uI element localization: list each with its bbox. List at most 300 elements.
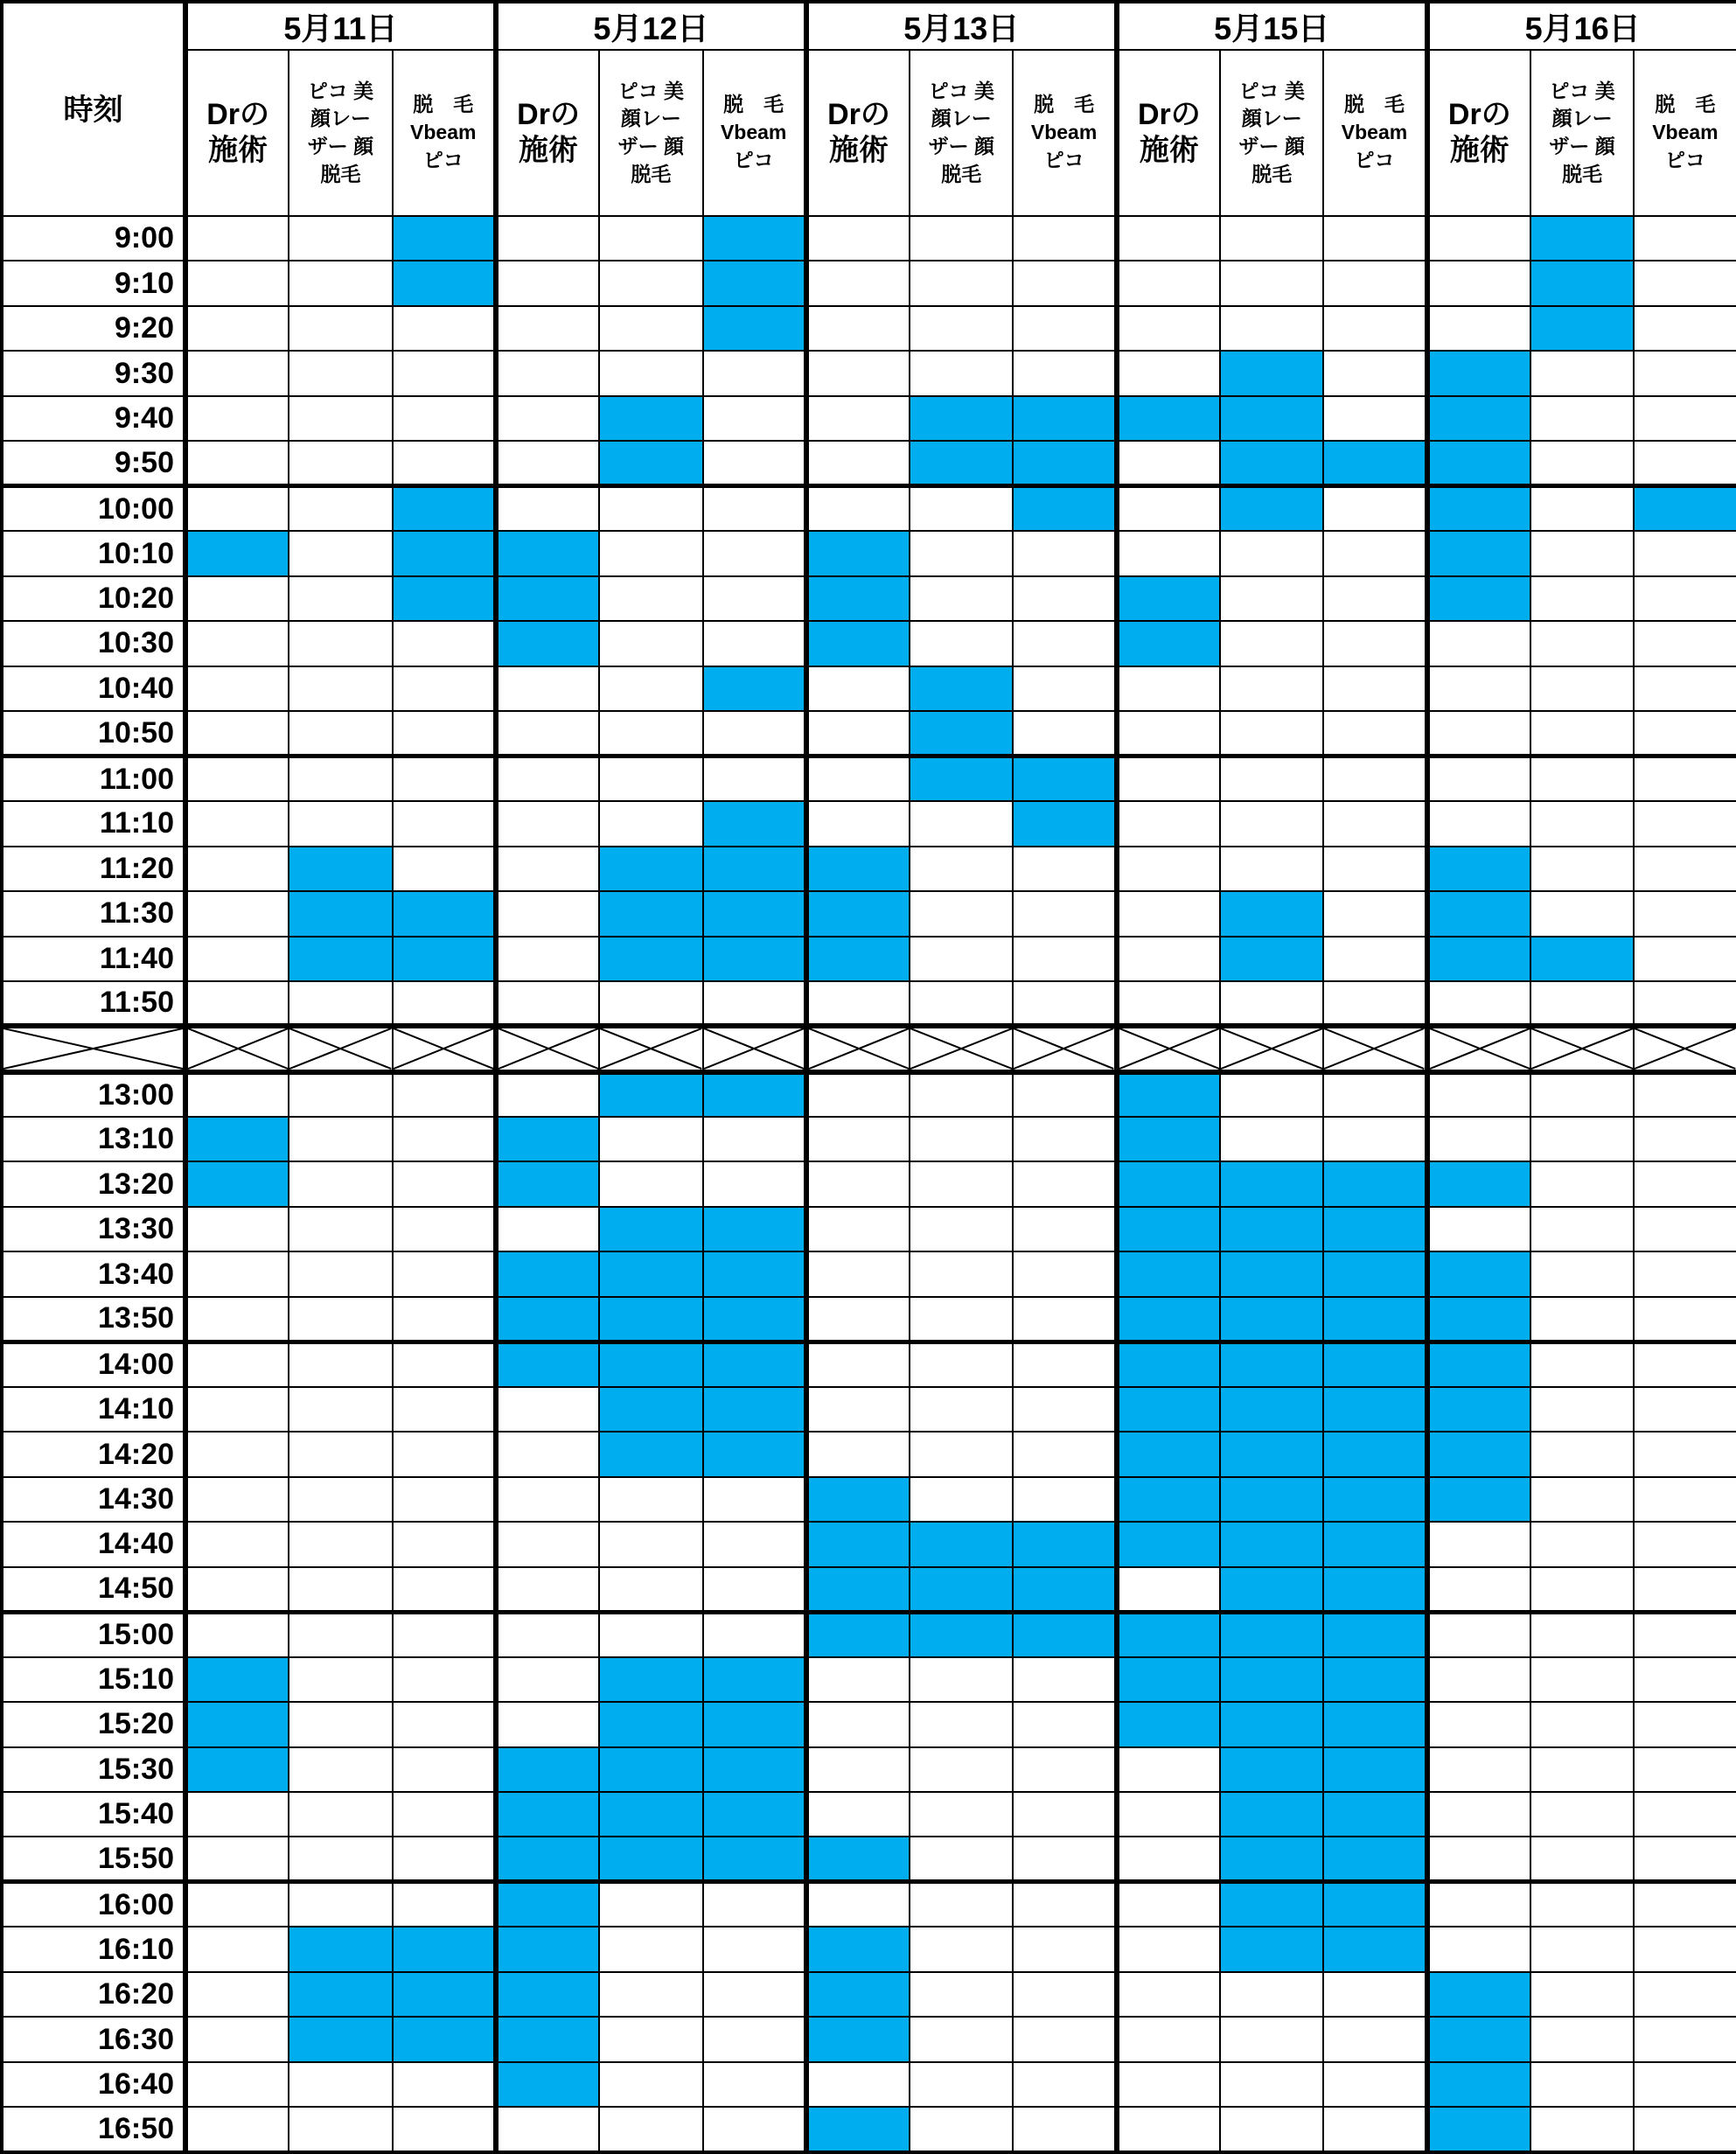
open-slot-cell[interactable] <box>185 1837 289 1881</box>
booked-slot-cell[interactable] <box>393 531 496 575</box>
open-slot-cell[interactable] <box>1220 981 1323 1026</box>
open-slot-cell[interactable] <box>599 2017 702 2061</box>
open-slot-cell[interactable] <box>289 441 392 485</box>
open-slot-cell[interactable] <box>496 1657 599 1702</box>
booked-slot-cell[interactable] <box>1427 576 1530 621</box>
open-slot-cell[interactable] <box>185 1387 289 1432</box>
open-slot-cell[interactable] <box>1323 847 1426 891</box>
open-slot-cell[interactable] <box>185 216 289 261</box>
open-slot-cell[interactable] <box>496 1387 599 1432</box>
open-slot-cell[interactable] <box>910 1297 1013 1342</box>
booked-slot-cell[interactable] <box>806 937 910 981</box>
open-slot-cell[interactable] <box>1220 531 1323 575</box>
open-slot-cell[interactable] <box>289 2062 392 2107</box>
open-slot-cell[interactable] <box>1530 1567 1634 1612</box>
open-slot-cell[interactable] <box>393 756 496 801</box>
open-slot-cell[interactable] <box>1323 2107 1426 2152</box>
booked-slot-cell[interactable] <box>599 1432 702 1476</box>
open-slot-cell[interactable] <box>1220 666 1323 711</box>
open-slot-cell[interactable] <box>1530 891 1634 936</box>
open-slot-cell[interactable] <box>393 981 496 1026</box>
open-slot-cell[interactable] <box>1530 1837 1634 1881</box>
open-slot-cell[interactable] <box>1634 937 1736 981</box>
open-slot-cell[interactable] <box>1634 1161 1736 1206</box>
open-slot-cell[interactable] <box>393 1072 496 1117</box>
booked-slot-cell[interactable] <box>703 1251 806 1296</box>
booked-slot-cell[interactable] <box>1220 1342 1323 1386</box>
open-slot-cell[interactable] <box>1634 1207 1736 1251</box>
booked-slot-cell[interactable] <box>1220 1792 1323 1837</box>
booked-slot-cell[interactable] <box>599 1792 702 1837</box>
open-slot-cell[interactable] <box>1013 2062 1116 2107</box>
open-slot-cell[interactable] <box>393 711 496 756</box>
booked-slot-cell[interactable] <box>806 2017 910 2061</box>
open-slot-cell[interactable] <box>185 1522 289 1566</box>
open-slot-cell[interactable] <box>1323 531 1426 575</box>
booked-slot-cell[interactable] <box>289 847 392 891</box>
open-slot-cell[interactable] <box>496 486 599 531</box>
open-slot-cell[interactable] <box>703 1477 806 1522</box>
booked-slot-cell[interactable] <box>703 1747 806 1792</box>
open-slot-cell[interactable] <box>185 351 289 395</box>
booked-slot-cell[interactable] <box>1220 1882 1323 1927</box>
open-slot-cell[interactable] <box>1530 1612 1634 1656</box>
open-slot-cell[interactable] <box>1013 306 1116 351</box>
booked-slot-cell[interactable] <box>393 486 496 531</box>
open-slot-cell[interactable] <box>1323 306 1426 351</box>
open-slot-cell[interactable] <box>599 981 702 1026</box>
open-slot-cell[interactable] <box>1427 1072 1530 1117</box>
open-slot-cell[interactable] <box>1530 1657 1634 1702</box>
booked-slot-cell[interactable] <box>496 1251 599 1296</box>
open-slot-cell[interactable] <box>1530 1207 1634 1251</box>
booked-slot-cell[interactable] <box>1220 1567 1323 1612</box>
open-slot-cell[interactable] <box>1634 756 1736 801</box>
booked-slot-cell[interactable] <box>1323 1927 1426 1971</box>
open-slot-cell[interactable] <box>910 531 1013 575</box>
open-slot-cell[interactable] <box>289 1747 392 1792</box>
open-slot-cell[interactable] <box>1530 1882 1634 1927</box>
open-slot-cell[interactable] <box>1013 1117 1116 1161</box>
open-slot-cell[interactable] <box>910 2017 1013 2061</box>
open-slot-cell[interactable] <box>1634 1792 1736 1837</box>
open-slot-cell[interactable] <box>1530 621 1634 666</box>
open-slot-cell[interactable] <box>1013 847 1116 891</box>
open-slot-cell[interactable] <box>289 486 392 531</box>
open-slot-cell[interactable] <box>910 306 1013 351</box>
booked-slot-cell[interactable] <box>599 847 702 891</box>
open-slot-cell[interactable] <box>496 441 599 485</box>
booked-slot-cell[interactable] <box>1323 1702 1426 1746</box>
booked-slot-cell[interactable] <box>289 1927 392 1971</box>
booked-slot-cell[interactable] <box>910 711 1013 756</box>
booked-slot-cell[interactable] <box>806 2107 910 2152</box>
open-slot-cell[interactable] <box>1323 261 1426 305</box>
open-slot-cell[interactable] <box>910 1161 1013 1206</box>
open-slot-cell[interactable] <box>703 756 806 801</box>
open-slot-cell[interactable] <box>1117 891 1220 936</box>
open-slot-cell[interactable] <box>599 1567 702 1612</box>
booked-slot-cell[interactable] <box>1427 891 1530 936</box>
booked-slot-cell[interactable] <box>806 1972 910 2017</box>
booked-slot-cell[interactable] <box>599 1297 702 1342</box>
open-slot-cell[interactable] <box>910 1251 1013 1296</box>
open-slot-cell[interactable] <box>1323 2062 1426 2107</box>
open-slot-cell[interactable] <box>1220 1072 1323 1117</box>
open-slot-cell[interactable] <box>1427 1702 1530 1746</box>
booked-slot-cell[interactable] <box>1427 396 1530 441</box>
open-slot-cell[interactable] <box>910 801 1013 846</box>
booked-slot-cell[interactable] <box>806 1477 910 1522</box>
open-slot-cell[interactable] <box>599 2107 702 2152</box>
open-slot-cell[interactable] <box>496 351 599 395</box>
booked-slot-cell[interactable] <box>1013 1567 1116 1612</box>
open-slot-cell[interactable] <box>703 1927 806 1971</box>
booked-slot-cell[interactable] <box>496 1837 599 1881</box>
open-slot-cell[interactable] <box>806 711 910 756</box>
open-slot-cell[interactable] <box>1634 1702 1736 1746</box>
booked-slot-cell[interactable] <box>393 1972 496 2017</box>
open-slot-cell[interactable] <box>1530 2062 1634 2107</box>
open-slot-cell[interactable] <box>1013 2017 1116 2061</box>
open-slot-cell[interactable] <box>1117 351 1220 395</box>
open-slot-cell[interactable] <box>806 441 910 485</box>
open-slot-cell[interactable] <box>910 1342 1013 1386</box>
open-slot-cell[interactable] <box>703 2017 806 2061</box>
booked-slot-cell[interactable] <box>1220 1161 1323 1206</box>
open-slot-cell[interactable] <box>1117 756 1220 801</box>
open-slot-cell[interactable] <box>910 1117 1013 1161</box>
open-slot-cell[interactable] <box>806 1657 910 1702</box>
open-slot-cell[interactable] <box>1220 801 1323 846</box>
booked-slot-cell[interactable] <box>703 216 806 261</box>
open-slot-cell[interactable] <box>289 306 392 351</box>
open-slot-cell[interactable] <box>1117 216 1220 261</box>
open-slot-cell[interactable] <box>393 1117 496 1161</box>
open-slot-cell[interactable] <box>703 1567 806 1612</box>
open-slot-cell[interactable] <box>393 1792 496 1837</box>
booked-slot-cell[interactable] <box>910 396 1013 441</box>
open-slot-cell[interactable] <box>1013 1387 1116 1432</box>
open-slot-cell[interactable] <box>393 847 496 891</box>
open-slot-cell[interactable] <box>1427 216 1530 261</box>
open-slot-cell[interactable] <box>289 1251 392 1296</box>
open-slot-cell[interactable] <box>1013 1297 1116 1342</box>
booked-slot-cell[interactable] <box>1323 1342 1426 1386</box>
booked-slot-cell[interactable] <box>703 1072 806 1117</box>
open-slot-cell[interactable] <box>1220 576 1323 621</box>
open-slot-cell[interactable] <box>1427 1207 1530 1251</box>
open-slot-cell[interactable] <box>1530 1251 1634 1296</box>
open-slot-cell[interactable] <box>185 1072 289 1117</box>
open-slot-cell[interactable] <box>1634 1522 1736 1566</box>
open-slot-cell[interactable] <box>1220 1117 1323 1161</box>
booked-slot-cell[interactable] <box>1220 1927 1323 1971</box>
booked-slot-cell[interactable] <box>1220 396 1323 441</box>
open-slot-cell[interactable] <box>910 847 1013 891</box>
booked-slot-cell[interactable] <box>496 576 599 621</box>
open-slot-cell[interactable] <box>496 261 599 305</box>
open-slot-cell[interactable] <box>910 216 1013 261</box>
booked-slot-cell[interactable] <box>496 1882 599 1927</box>
open-slot-cell[interactable] <box>289 1432 392 1476</box>
open-slot-cell[interactable] <box>1013 1432 1116 1476</box>
open-slot-cell[interactable] <box>703 441 806 485</box>
open-slot-cell[interactable] <box>806 666 910 711</box>
open-slot-cell[interactable] <box>1013 1792 1116 1837</box>
open-slot-cell[interactable] <box>806 1882 910 1927</box>
open-slot-cell[interactable] <box>289 576 392 621</box>
open-slot-cell[interactable] <box>393 1251 496 1296</box>
booked-slot-cell[interactable] <box>1117 1072 1220 1117</box>
open-slot-cell[interactable] <box>496 1612 599 1656</box>
open-slot-cell[interactable] <box>1117 937 1220 981</box>
open-slot-cell[interactable] <box>1530 1477 1634 1522</box>
open-slot-cell[interactable] <box>599 1161 702 1206</box>
open-slot-cell[interactable] <box>1013 1837 1116 1881</box>
booked-slot-cell[interactable] <box>496 621 599 666</box>
open-slot-cell[interactable] <box>1530 2017 1634 2061</box>
booked-slot-cell[interactable] <box>599 1207 702 1251</box>
open-slot-cell[interactable] <box>910 1747 1013 1792</box>
open-slot-cell[interactable] <box>910 1387 1013 1432</box>
open-slot-cell[interactable] <box>703 486 806 531</box>
booked-slot-cell[interactable] <box>1220 1702 1323 1746</box>
open-slot-cell[interactable] <box>703 621 806 666</box>
booked-slot-cell[interactable] <box>599 441 702 485</box>
open-slot-cell[interactable] <box>1220 756 1323 801</box>
booked-slot-cell[interactable] <box>496 1342 599 1386</box>
open-slot-cell[interactable] <box>289 396 392 441</box>
open-slot-cell[interactable] <box>1530 1161 1634 1206</box>
open-slot-cell[interactable] <box>1220 711 1323 756</box>
open-slot-cell[interactable] <box>1013 1747 1116 1792</box>
open-slot-cell[interactable] <box>185 261 289 305</box>
booked-slot-cell[interactable] <box>703 937 806 981</box>
booked-slot-cell[interactable] <box>1427 531 1530 575</box>
open-slot-cell[interactable] <box>1530 1297 1634 1342</box>
booked-slot-cell[interactable] <box>1117 621 1220 666</box>
booked-slot-cell[interactable] <box>1427 2107 1530 2152</box>
booked-slot-cell[interactable] <box>1220 1477 1323 1522</box>
booked-slot-cell[interactable] <box>289 891 392 936</box>
open-slot-cell[interactable] <box>1427 1837 1530 1881</box>
open-slot-cell[interactable] <box>1634 1612 1736 1656</box>
booked-slot-cell[interactable] <box>393 576 496 621</box>
booked-slot-cell[interactable] <box>1220 1297 1323 1342</box>
open-slot-cell[interactable] <box>1427 1117 1530 1161</box>
open-slot-cell[interactable] <box>1013 1477 1116 1522</box>
booked-slot-cell[interactable] <box>185 1702 289 1746</box>
booked-slot-cell[interactable] <box>185 1657 289 1702</box>
open-slot-cell[interactable] <box>1117 1747 1220 1792</box>
open-slot-cell[interactable] <box>289 1161 392 1206</box>
open-slot-cell[interactable] <box>1013 261 1116 305</box>
open-slot-cell[interactable] <box>910 1702 1013 1746</box>
open-slot-cell[interactable] <box>1530 1522 1634 1566</box>
open-slot-cell[interactable] <box>185 2017 289 2061</box>
open-slot-cell[interactable] <box>1634 1837 1736 1881</box>
open-slot-cell[interactable] <box>289 1702 392 1746</box>
booked-slot-cell[interactable] <box>1427 2062 1530 2107</box>
open-slot-cell[interactable] <box>289 216 392 261</box>
open-slot-cell[interactable] <box>1323 711 1426 756</box>
open-slot-cell[interactable] <box>806 1792 910 1837</box>
booked-slot-cell[interactable] <box>496 1297 599 1342</box>
open-slot-cell[interactable] <box>703 531 806 575</box>
open-slot-cell[interactable] <box>910 1837 1013 1881</box>
open-slot-cell[interactable] <box>1323 396 1426 441</box>
open-slot-cell[interactable] <box>1013 1161 1116 1206</box>
booked-slot-cell[interactable] <box>496 2062 599 2107</box>
booked-slot-cell[interactable] <box>496 1792 599 1837</box>
booked-slot-cell[interactable] <box>1117 1207 1220 1251</box>
open-slot-cell[interactable] <box>1117 1837 1220 1881</box>
open-slot-cell[interactable] <box>806 1747 910 1792</box>
open-slot-cell[interactable] <box>1634 801 1736 846</box>
open-slot-cell[interactable] <box>806 1297 910 1342</box>
booked-slot-cell[interactable] <box>1013 486 1116 531</box>
booked-slot-cell[interactable] <box>289 1972 392 2017</box>
open-slot-cell[interactable] <box>1634 2017 1736 2061</box>
open-slot-cell[interactable] <box>185 1207 289 1251</box>
booked-slot-cell[interactable] <box>1427 937 1530 981</box>
open-slot-cell[interactable] <box>910 1882 1013 1927</box>
open-slot-cell[interactable] <box>1427 666 1530 711</box>
open-slot-cell[interactable] <box>703 351 806 395</box>
open-slot-cell[interactable] <box>185 666 289 711</box>
open-slot-cell[interactable] <box>289 711 392 756</box>
open-slot-cell[interactable] <box>1634 2107 1736 2152</box>
open-slot-cell[interactable] <box>1013 1882 1116 1927</box>
open-slot-cell[interactable] <box>599 621 702 666</box>
booked-slot-cell[interactable] <box>496 1972 599 2017</box>
booked-slot-cell[interactable] <box>703 801 806 846</box>
open-slot-cell[interactable] <box>1013 2107 1116 2152</box>
open-slot-cell[interactable] <box>1427 1792 1530 1837</box>
open-slot-cell[interactable] <box>1530 1387 1634 1432</box>
open-slot-cell[interactable] <box>703 1612 806 1656</box>
open-slot-cell[interactable] <box>289 1837 392 1881</box>
open-slot-cell[interactable] <box>806 261 910 305</box>
open-slot-cell[interactable] <box>1013 937 1116 981</box>
open-slot-cell[interactable] <box>1530 1792 1634 1837</box>
open-slot-cell[interactable] <box>289 1792 392 1837</box>
open-slot-cell[interactable] <box>1530 1972 1634 2017</box>
open-slot-cell[interactable] <box>1323 351 1426 395</box>
open-slot-cell[interactable] <box>806 1117 910 1161</box>
open-slot-cell[interactable] <box>1530 1342 1634 1386</box>
booked-slot-cell[interactable] <box>599 1747 702 1792</box>
open-slot-cell[interactable] <box>1530 1747 1634 1792</box>
open-slot-cell[interactable] <box>289 1342 392 1386</box>
open-slot-cell[interactable] <box>1013 216 1116 261</box>
booked-slot-cell[interactable] <box>1013 801 1116 846</box>
booked-slot-cell[interactable] <box>1117 1522 1220 1566</box>
open-slot-cell[interactable] <box>185 2107 289 2152</box>
booked-slot-cell[interactable] <box>289 2017 392 2061</box>
open-slot-cell[interactable] <box>185 1882 289 1927</box>
booked-slot-cell[interactable] <box>703 1837 806 1881</box>
booked-slot-cell[interactable] <box>496 1117 599 1161</box>
booked-slot-cell[interactable] <box>1220 1747 1323 1792</box>
open-slot-cell[interactable] <box>599 486 702 531</box>
booked-slot-cell[interactable] <box>1013 1612 1116 1656</box>
open-slot-cell[interactable] <box>185 621 289 666</box>
open-slot-cell[interactable] <box>1634 1927 1736 1971</box>
open-slot-cell[interactable] <box>185 801 289 846</box>
open-slot-cell[interactable] <box>1427 1882 1530 1927</box>
open-slot-cell[interactable] <box>496 1072 599 1117</box>
open-slot-cell[interactable] <box>393 306 496 351</box>
open-slot-cell[interactable] <box>910 1432 1013 1476</box>
open-slot-cell[interactable] <box>393 2062 496 2107</box>
open-slot-cell[interactable] <box>185 1432 289 1476</box>
open-slot-cell[interactable] <box>1323 891 1426 936</box>
open-slot-cell[interactable] <box>393 351 496 395</box>
open-slot-cell[interactable] <box>599 216 702 261</box>
open-slot-cell[interactable] <box>185 1297 289 1342</box>
booked-slot-cell[interactable] <box>1220 1251 1323 1296</box>
open-slot-cell[interactable] <box>1323 216 1426 261</box>
open-slot-cell[interactable] <box>1427 1927 1530 1971</box>
open-slot-cell[interactable] <box>289 1612 392 1656</box>
open-slot-cell[interactable] <box>1013 1251 1116 1296</box>
open-slot-cell[interactable] <box>1634 1747 1736 1792</box>
open-slot-cell[interactable] <box>1117 711 1220 756</box>
open-slot-cell[interactable] <box>1530 756 1634 801</box>
open-slot-cell[interactable] <box>185 1792 289 1837</box>
booked-slot-cell[interactable] <box>1427 1342 1530 1386</box>
open-slot-cell[interactable] <box>703 1972 806 2017</box>
booked-slot-cell[interactable] <box>1427 1161 1530 1206</box>
booked-slot-cell[interactable] <box>703 1657 806 1702</box>
open-slot-cell[interactable] <box>1634 216 1736 261</box>
booked-slot-cell[interactable] <box>806 1612 910 1656</box>
open-slot-cell[interactable] <box>1013 891 1116 936</box>
open-slot-cell[interactable] <box>393 621 496 666</box>
open-slot-cell[interactable] <box>289 1522 392 1566</box>
booked-slot-cell[interactable] <box>1530 216 1634 261</box>
open-slot-cell[interactable] <box>703 711 806 756</box>
booked-slot-cell[interactable] <box>806 1927 910 1971</box>
booked-slot-cell[interactable] <box>393 891 496 936</box>
open-slot-cell[interactable] <box>1530 396 1634 441</box>
open-slot-cell[interactable] <box>1530 1432 1634 1476</box>
open-slot-cell[interactable] <box>1323 1117 1426 1161</box>
booked-slot-cell[interactable] <box>1323 1612 1426 1656</box>
open-slot-cell[interactable] <box>806 216 910 261</box>
open-slot-cell[interactable] <box>496 1207 599 1251</box>
open-slot-cell[interactable] <box>393 801 496 846</box>
open-slot-cell[interactable] <box>1117 847 1220 891</box>
open-slot-cell[interactable] <box>185 847 289 891</box>
open-slot-cell[interactable] <box>1634 1882 1736 1927</box>
open-slot-cell[interactable] <box>185 1342 289 1386</box>
open-slot-cell[interactable] <box>599 1882 702 1927</box>
open-slot-cell[interactable] <box>1427 621 1530 666</box>
open-slot-cell[interactable] <box>1323 576 1426 621</box>
open-slot-cell[interactable] <box>1530 2107 1634 2152</box>
booked-slot-cell[interactable] <box>1117 1297 1220 1342</box>
open-slot-cell[interactable] <box>393 1567 496 1612</box>
open-slot-cell[interactable] <box>1220 261 1323 305</box>
open-slot-cell[interactable] <box>806 1342 910 1386</box>
open-slot-cell[interactable] <box>289 1387 392 1432</box>
open-slot-cell[interactable] <box>185 937 289 981</box>
booked-slot-cell[interactable] <box>1117 396 1220 441</box>
open-slot-cell[interactable] <box>1013 1927 1116 1971</box>
